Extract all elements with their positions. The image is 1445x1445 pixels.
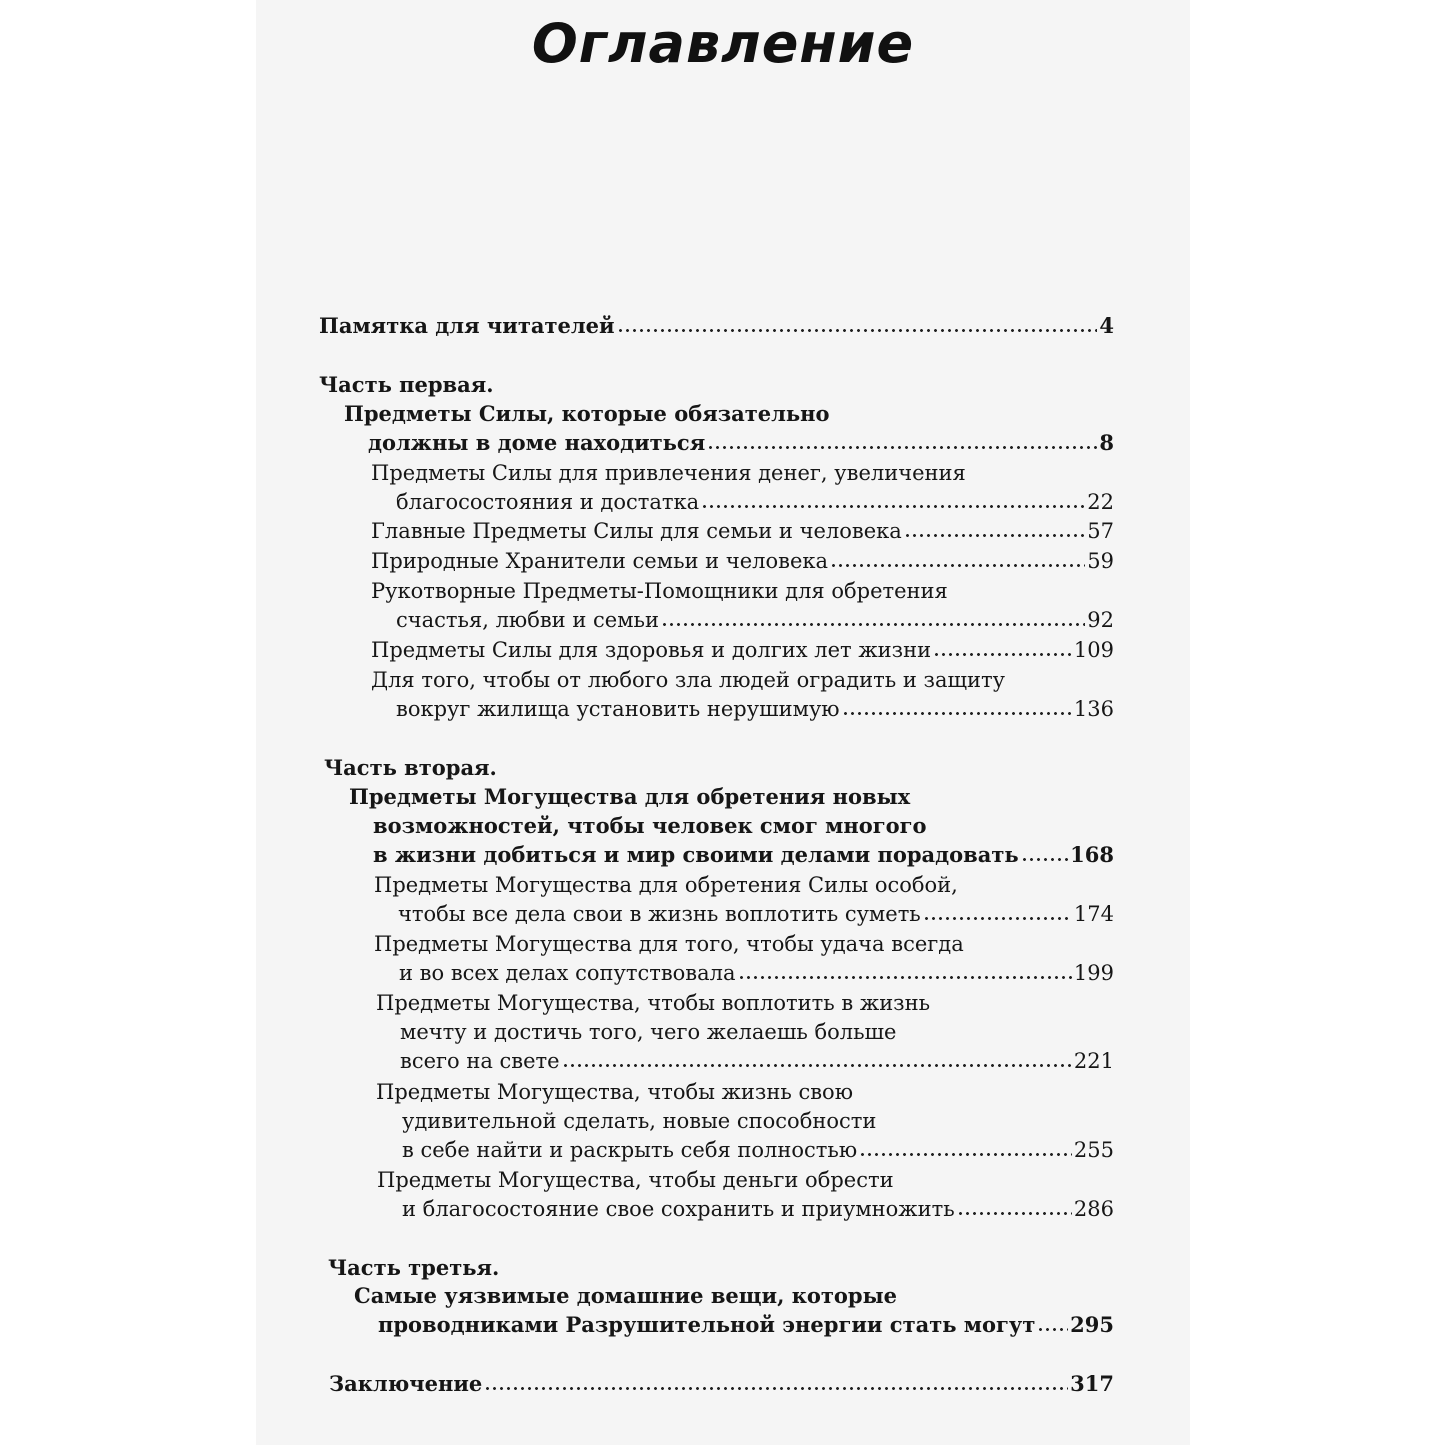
toc-entry-title: Предметы Могущества, чтобы воплотить в жизнь <box>376 991 931 1015</box>
toc-entry-title: Часть вторая. <box>324 755 497 780</box>
toc-page-number: 22 <box>1087 490 1114 514</box>
toc-entry-title: Предметы Могущества, чтобы жизнь свою <box>376 1080 853 1104</box>
dot-leader <box>904 525 1086 539</box>
toc-entry-title: и благосостояние свое сохранить и приумножить <box>402 1197 955 1221</box>
dot-leader <box>562 1055 1072 1069</box>
toc-entry-title: Заключение <box>329 1371 483 1396</box>
toc-entry <box>371 516 1114 546</box>
toc-entry-title: Предметы Могущества для того, чтобы удача всегда <box>374 932 964 956</box>
dot-leader <box>701 496 1085 510</box>
toc-entry <box>319 370 494 400</box>
toc-entry <box>376 988 930 1018</box>
toc-entry <box>400 1046 1114 1076</box>
toc-page-number: 92 <box>1087 608 1114 632</box>
toc-entry-title: Часть первая. <box>319 372 494 397</box>
dot-leader <box>1021 849 1069 863</box>
toc-entry <box>368 428 1114 458</box>
dot-leader <box>617 320 1098 334</box>
toc-page-number: 295 <box>1070 1312 1114 1337</box>
toc-page-number: 255 <box>1073 1138 1114 1162</box>
dot-leader <box>859 1144 1072 1158</box>
toc-entry <box>376 1077 853 1107</box>
toc-entry-title: возможностей, чтобы человек смог многого <box>373 813 927 838</box>
toc-page-number: 317 <box>1070 1371 1114 1396</box>
toc-entry-title: проводниками Разрушительной энергии стать могут <box>378 1312 1036 1337</box>
toc-entry-title: Предметы Могущества, чтобы деньги обрести <box>377 1168 894 1192</box>
toc-entry <box>374 870 958 900</box>
toc-entry-title: Предметы Силы для привлечения денег, увеличения <box>371 461 966 485</box>
toc-entry-title: Предметы Силы для здоровья и долгих лет жизни <box>371 638 932 662</box>
dot-leader <box>933 644 1072 658</box>
toc-entry <box>344 399 830 429</box>
dot-leader <box>957 1203 1072 1217</box>
toc-page-number: 109 <box>1073 638 1114 662</box>
toc-entry-title: Рукотворные Предметы-Помощники для обретения <box>371 579 948 603</box>
toc-entry <box>371 665 1005 695</box>
toc-entry <box>396 487 1114 517</box>
toc-page-number: 174 <box>1073 902 1114 926</box>
toc-page-number: 136 <box>1073 697 1114 721</box>
toc-entry <box>371 546 1114 576</box>
toc-entry-title: Памятка для читателей <box>319 313 615 338</box>
toc-entry <box>328 1253 499 1283</box>
toc-entry <box>374 929 964 959</box>
dot-leader <box>661 614 1085 628</box>
toc-entry-title: и во всех делах сопутствовала <box>399 961 736 985</box>
toc-page-number: 57 <box>1087 519 1114 543</box>
toc-entry <box>398 899 1114 929</box>
toc-entry-title: Для того, чтобы от любого зла людей оградить и защиту <box>371 668 1005 692</box>
toc-page-number: 59 <box>1087 549 1114 573</box>
toc-entry <box>319 311 1114 341</box>
book-page <box>256 0 1190 1445</box>
toc-entry <box>399 958 1114 988</box>
toc-entry <box>371 635 1114 665</box>
toc-entry <box>371 576 948 606</box>
dot-leader <box>923 908 1072 922</box>
dot-leader <box>830 555 1085 569</box>
toc-entry-title: Самые уязвимые домашние вещи, которые <box>354 1283 897 1308</box>
toc-entry <box>349 782 910 812</box>
dot-leader <box>484 1378 1068 1392</box>
toc-entry-title: мечту и достичь того, чего желаешь больше <box>400 1020 897 1044</box>
toc-entry <box>396 605 1114 635</box>
toc-entry-title: благосостояния и достатка <box>396 490 700 514</box>
toc-entry <box>377 1165 894 1195</box>
toc-page-number: 8 <box>1099 430 1114 455</box>
toc-entry-title: Предметы Могущества для обретения Силы особой, <box>374 873 958 897</box>
toc-entry-title: всего на свете <box>400 1049 560 1073</box>
toc-entry <box>400 1017 896 1047</box>
toc-entry <box>402 1135 1114 1165</box>
toc-page-number: 199 <box>1073 961 1114 985</box>
toc-entry-title: Предметы Могущества для обретения новых <box>349 784 911 809</box>
toc-page-number: 286 <box>1073 1197 1114 1221</box>
toc-entry-title: в жизни добиться и мир своими делами порадовать <box>373 842 1019 867</box>
toc-entry-title: Предметы Силы, которые обязательно <box>344 401 830 426</box>
toc-entry-title: в себе найти и раскрыть себя полностью <box>402 1138 858 1162</box>
toc-entry-title: удивительной сделать, новые способности <box>402 1109 877 1133</box>
toc-entry <box>371 458 966 488</box>
toc-entry <box>324 753 497 783</box>
toc-page-number: 221 <box>1073 1049 1114 1073</box>
toc-entry <box>373 811 927 841</box>
dot-leader <box>707 437 1097 451</box>
toc-entry <box>402 1194 1114 1224</box>
toc-entry <box>373 840 1114 870</box>
dot-leader <box>1037 1319 1068 1333</box>
toc-entry-title: Главные Предметы Силы для семьи и человека <box>371 519 902 543</box>
toc-entry-title: Природные Хранители семьи и человека <box>371 549 829 573</box>
toc-entry-title: вокруг жилища установить нерушимую <box>396 697 840 721</box>
toc-entry-title: счастья, любви и семьи <box>396 608 659 632</box>
dot-leader <box>842 703 1072 717</box>
toc-entry <box>402 1106 876 1136</box>
toc-entry-title: чтобы все дела свои в жизнь воплотить суметь <box>398 902 921 926</box>
page-title: Оглавление <box>531 12 915 75</box>
toc-entry <box>354 1281 897 1311</box>
toc-entry-title: Часть третья. <box>328 1255 500 1280</box>
toc-entry-title: должны в доме находиться <box>368 430 706 455</box>
table-of-contents <box>256 0 1190 1445</box>
toc-entry <box>329 1369 1114 1399</box>
toc-page-number: 4 <box>1099 313 1114 338</box>
toc-entry <box>396 694 1114 724</box>
dot-leader <box>738 967 1072 981</box>
toc-page-number: 168 <box>1070 842 1114 867</box>
toc-entry <box>378 1310 1114 1340</box>
